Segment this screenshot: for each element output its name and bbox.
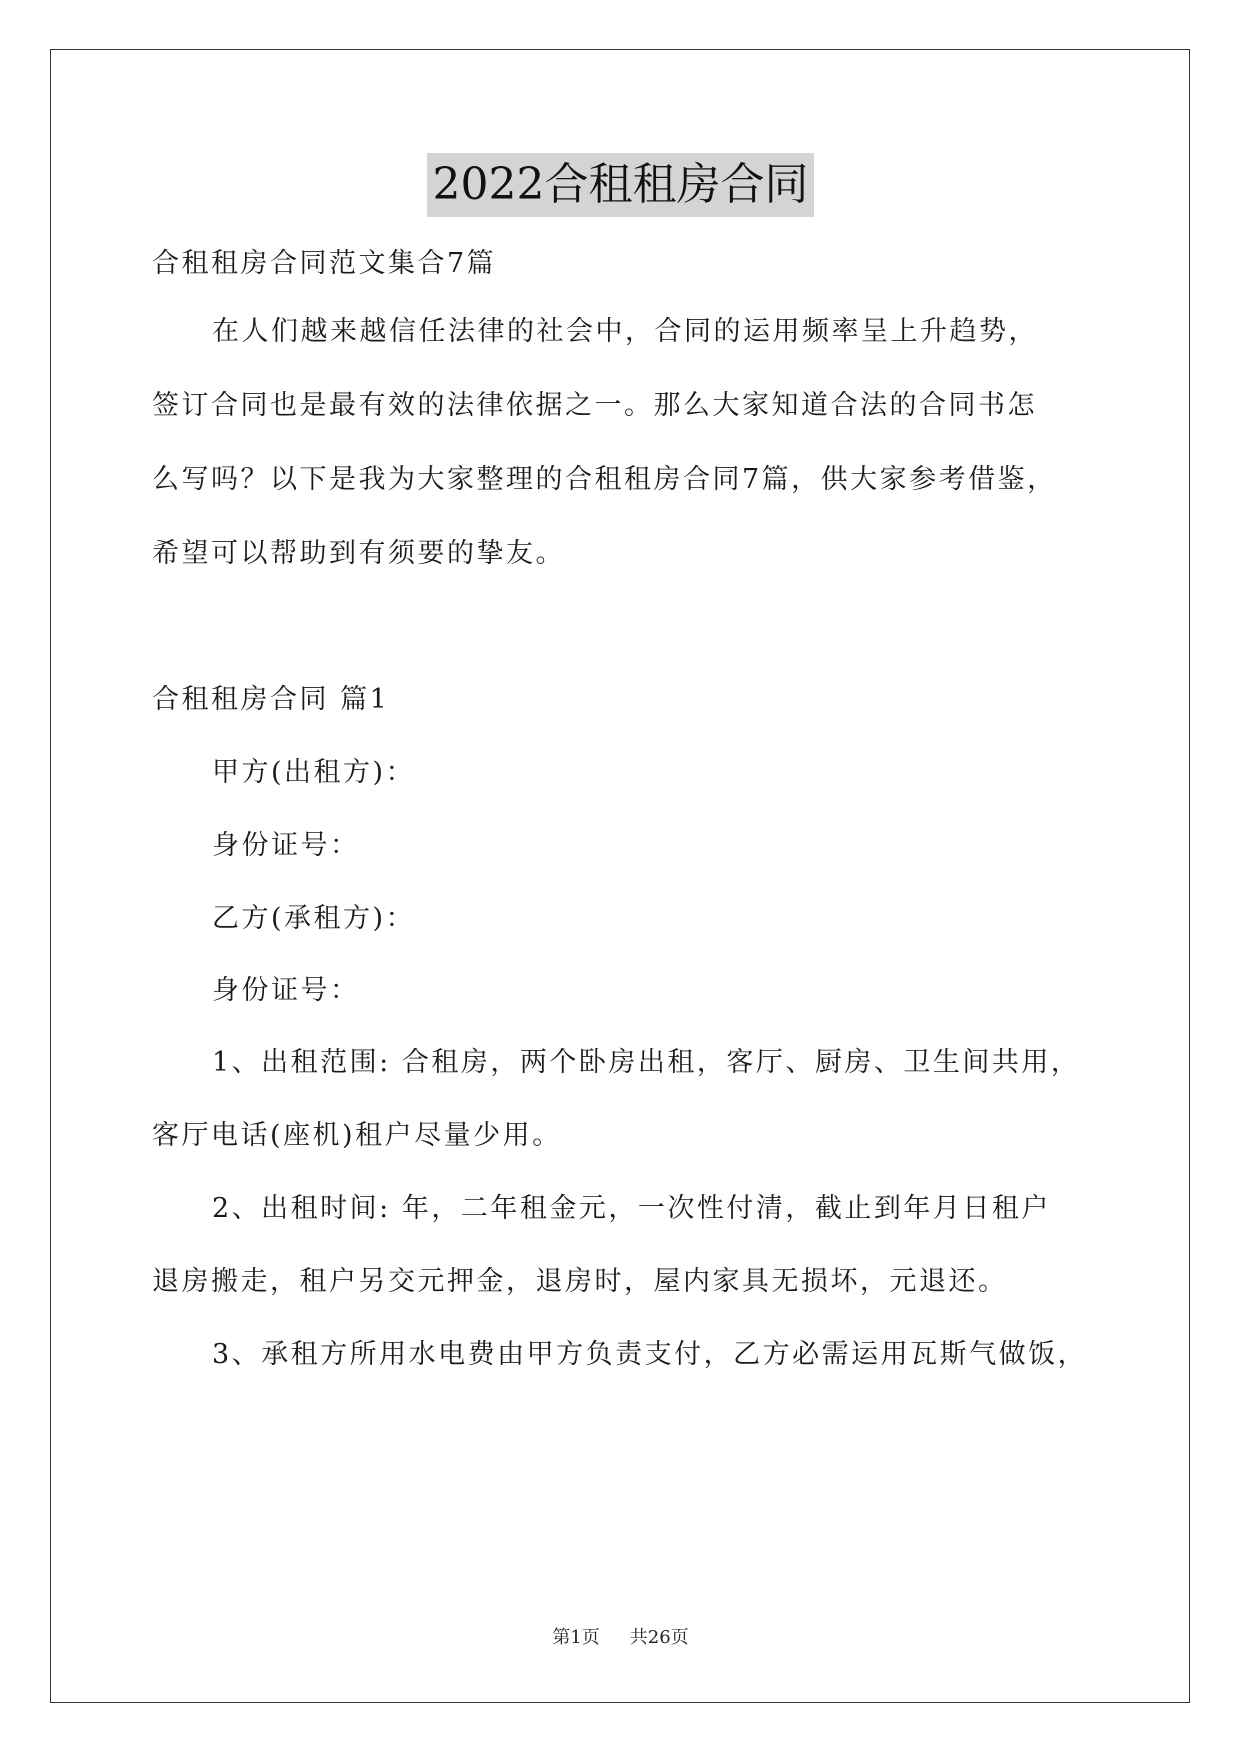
intro-line: 签订合同也是最有效的法律依据之一。那么大家知道合法的合同书怎 — [152, 390, 1037, 421]
document-title: 2022合租租房合同 — [427, 153, 815, 217]
page-number: 第1页 — [552, 1627, 600, 1648]
page-footer — [0, 1626, 1241, 1650]
field-tenant: 乙方(承租方)： — [212, 903, 416, 934]
clause-line: 1、出租范围: 合租房，两个卧房出租，客厅、厨房、卫生间共用， — [212, 1047, 1081, 1078]
intro-line: 么写吗？以下是我为大家整理的合租租房合同7篇，供大家参考借鉴， — [152, 464, 1057, 495]
intro-line: 希望可以帮助到有须要的挚友。 — [152, 538, 565, 569]
field-landlord: 甲方(出租方)： — [212, 757, 416, 788]
intro-line: 在人们越来越信任法律的社会中，合同的运用频率呈上升趋势， — [212, 316, 1038, 347]
field-tenant-id: 身份证号： — [212, 975, 360, 1006]
clause-line: 3、承租方所用水电费由甲方负责支付，乙方必需运用瓦斯气做饭， — [212, 1339, 1088, 1370]
clause-line: 退房搬走，租户另交元押金，退房时，屋内家具无损坏，元退还。 — [152, 1266, 1008, 1297]
title-container — [0, 153, 1241, 217]
field-landlord-id: 身份证号： — [212, 830, 360, 861]
document-subtitle: 合租租房合同范文集合7篇 — [152, 248, 497, 279]
clause-line: 2、出租时间: 年，二年租金元，一次性付清，截止到年月日租户 — [212, 1193, 1051, 1224]
page-total: 共26页 — [629, 1627, 689, 1648]
clause-line: 客厅电话(座机)租户尽量少用。 — [152, 1120, 562, 1151]
section-heading: 合租租房合同 篇1 — [152, 684, 390, 715]
page-border — [50, 49, 1190, 1703]
